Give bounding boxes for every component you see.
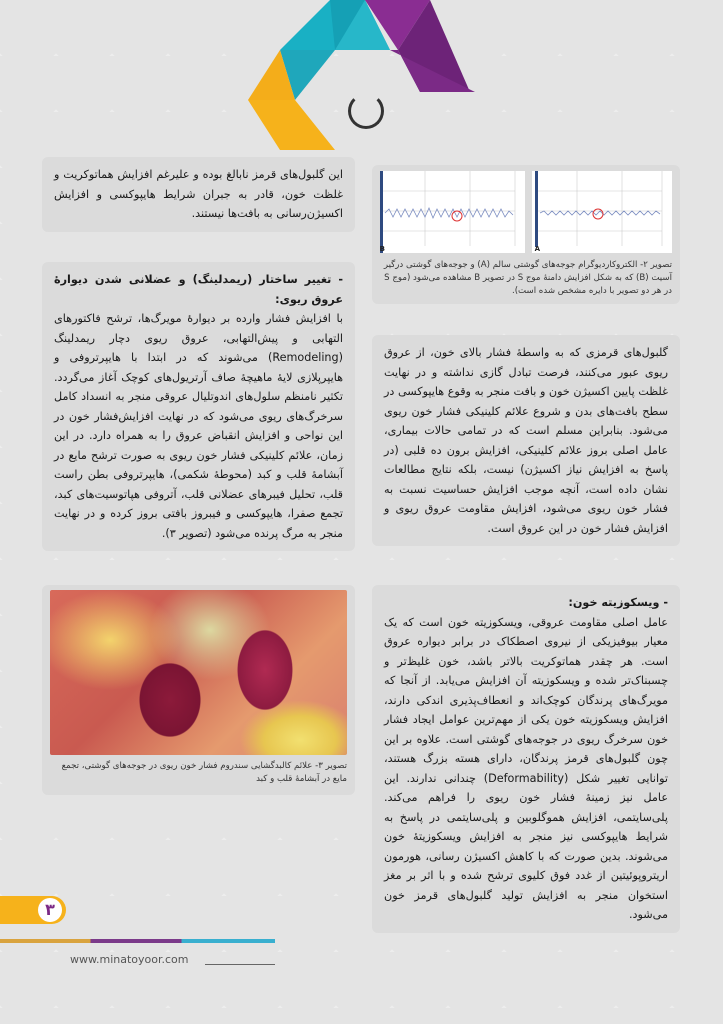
page-number: ۳ bbox=[38, 898, 62, 922]
pressure-text: گلبول‌های قرمزی که به واسطهٔ فشار بالای خون، از عروق ریوی عبور می‌کنند، فرصت تبادل گازی نداشته و در نهایت غلظت پایین اکسیژن خون و بافت منجر به وقوع هایپوکسی در سطح بافت‌های بدن و شروع علائم کلینیکی فشار خون ریوی می‌شود. بنابراین مسلم است که در تمامی حالات بیماری، عامل اصلی بروز علائم کلینیکی، افزایش برون ده قلبی (در پاسخ به افزایش نیاز اکسیژن) نیست، بلکه نتایج مطالعات نشان داده است، آنچه موجب افزایش حساسیت نسبت به فشار خون ریوی می‌شود، افزایش مقاومت عروق ریوی و افزایش فشار خون در این عروق است. bbox=[384, 346, 668, 535]
ecg-chart-a bbox=[532, 171, 672, 253]
figure-2 bbox=[372, 165, 680, 304]
viscosity-text: عامل اصلی مقاومت عروقی، ویسکوزیته خون است که یک معیار بیوفیزیکی از نیروی اصطکاک در برابر دیواره عروق است. هر چقدر هماتوکریت بالاتر باشد، خون غلیظ‌تر و چسبناک‌تر شده و ویسکوزیته آن افزایش می‌یابد. از آنجا که مویرگ‌های پرندگان کوچک‌اند و انعطاف‌پذیری اندکی دارند، افزایش ویسکوزیته خون یکی از مهم‌ترین عوامل ایجاد فشار خون سرخرگ ریوی در جوجه‌های گوشتی است. علاوه بر این چون گلبول‌های قرمز پرندگان، دارای هسته بزرگ هستند، توانایی تغییر شکل (Deformability) چندانی ندارند. این عامل نیز زمینهٔ فشار خون ریوی را فراهم می‌کند. پلی‌سایتمی، افزایش هموگلوبین و پلی‌سایتمی در پاسخ به شرایط هایپوکسی نیز منجر به افزایش ویسکوزیتهٔ خون می‌شوند. بدین صورت که با کاهش اکسیژن رسانی، هورمون اریتروپوئیتین از غدد فوق کلیوی ترشح شده و با اثر بر مغز استخوان منجر به افزایش تولید گلبول‌های قرمز خون می‌شود. bbox=[384, 615, 668, 921]
pressure-text-box bbox=[372, 335, 680, 546]
panel-label-a: A bbox=[534, 245, 540, 253]
rooster-logo-icon bbox=[348, 93, 384, 129]
intro-text-box bbox=[42, 157, 355, 232]
footer-underline bbox=[205, 964, 275, 965]
remodeling-heading: - تغییر ساختار (ریمدلینگ) و عضلانی شدن دیوارهٔ عروق ریوی: bbox=[54, 273, 343, 306]
necropsy-photo bbox=[50, 590, 347, 755]
remodeling-text: با افزایش فشار وارده بر دیوارهٔ مویرگ‌ها، ترشح فاکتورهای التهابی و پیش‌التهابی، عروق ریوی دچار ریمدلینگ (Remodeling) می‌شوند که در ابتدا با هایپرتروفی و هایپرپلازی لایهٔ ماهیچهٔ صاف آرتریول‌های کوچک آغاز می‌گردد. تکثیر نامنظم سلول‌های اندوتلیال عروقی منجر به انسداد کامل سرخرگ‌های ریوی می‌شود که در نهایت افزایش‌فشار خون در این نواحی و افزایش انقباض عروق را به همراه دارد. در این زمان، علائم کلینیکی فشار خون ریوی به صورت ترشح مایع در آبشامهٔ قلب و کبد (محوطهٔ شکمی)، هایپرتروفی بطن راست قلب، تحلیل فیبرهای عضلانی قلب، آتروفی هپاتوسیت‌های کبد، تجمع صفرا، هایپوکسی و فیبروز بافتی بروز کرده و در نهایت منجر به مرگ پرنده می‌شود (تصویر ۳). bbox=[54, 312, 343, 540]
figure-3-caption: تصویر ۳- علائم کالبدگشایی سندروم فشار خون ریوی در جوجه‌های گوشتی، تجمع مایع در آبشامهٔ قلب و کبد bbox=[61, 761, 347, 784]
viscosity-heading: - ویسکوزیته خون: bbox=[568, 596, 668, 609]
panel-label-b: B bbox=[380, 245, 385, 253]
intro-text: این گلبول‌های قرمز نابالغ بوده و علیرغم افزایش هماتوکریت و غلظت خون، قادر به جبران شرایط هایپوکسی و افزایش اکسیژن‌رسانی به بافت‌ها نیستند. bbox=[54, 168, 343, 220]
figure-2-caption: تصویر ۲- الکتروکاردیوگرام جوجه‌های گوشتی سالم (A) و جوجه‌های گوشتی درگیر آسیت (B) که به شکل افزایش دامنهٔ موج S در تصویر B مشاهده می‌شود (موج S در هر دو تصویر با دایره مشخص شده است). bbox=[383, 260, 672, 296]
ecg-chart-b bbox=[380, 171, 525, 253]
viscosity-box bbox=[372, 585, 680, 933]
footer-url[interactable]: www.minatoyoor.com bbox=[70, 953, 189, 966]
remodeling-box bbox=[42, 262, 355, 551]
footer-color-line bbox=[0, 939, 275, 943]
